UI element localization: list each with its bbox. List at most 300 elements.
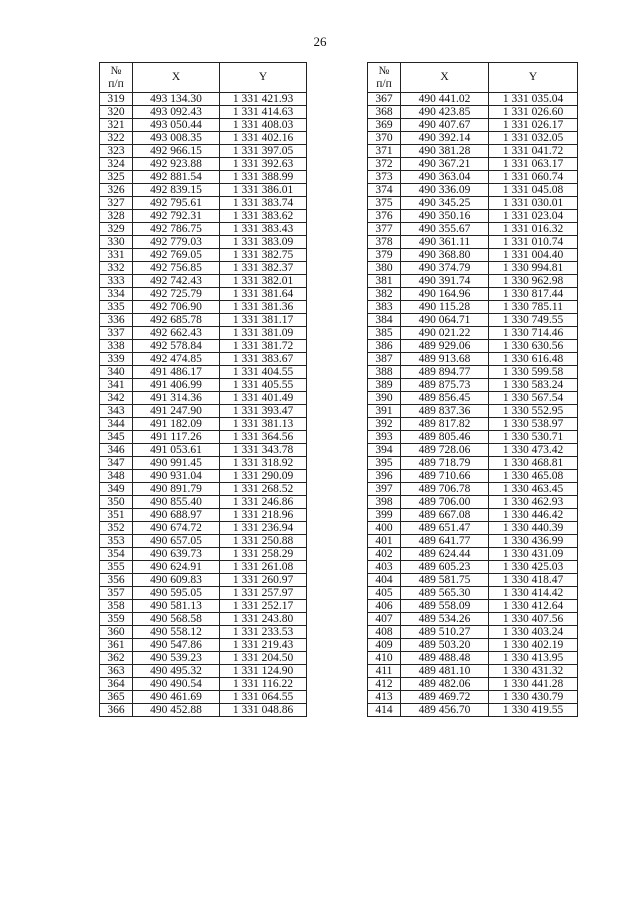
point-number-cell: 358 (100, 600, 133, 613)
point-number-cell: 356 (100, 574, 133, 587)
y-coordinate-cell: 1 331 381.17 (220, 314, 307, 327)
coordinates-table-left (99, 62, 307, 717)
point-number-cell: 388 (368, 366, 401, 379)
point-number-cell: 396 (368, 470, 401, 483)
y-coordinate-cell: 1 330 413.95 (489, 652, 578, 665)
table-row (100, 275, 307, 288)
y-coordinate-cell: 1 331 026.60 (489, 106, 578, 119)
x-coordinate-cell: 493 050.44 (133, 119, 220, 132)
x-coordinate-cell: 493 008.35 (133, 132, 220, 145)
y-coordinate-cell: 1 331 383.74 (220, 197, 307, 210)
y-coordinate-cell: 1 331 383.43 (220, 223, 307, 236)
y-coordinate-cell: 1 331 010.74 (489, 236, 578, 249)
point-number-cell: 412 (368, 678, 401, 691)
point-number-cell: 409 (368, 639, 401, 652)
x-coordinate-cell: 491 182.09 (133, 418, 220, 431)
y-coordinate-cell: 1 330 538.97 (489, 418, 578, 431)
table-row (100, 314, 307, 327)
x-coordinate-cell: 489 482.06 (401, 678, 489, 691)
y-coordinate-cell: 1 331 026.17 (489, 119, 578, 132)
point-number-cell: 390 (368, 392, 401, 405)
y-coordinate-cell: 1 330 414.42 (489, 587, 578, 600)
table-row (100, 509, 307, 522)
y-coordinate-cell: 1 331 204.50 (220, 652, 307, 665)
table-row (368, 704, 578, 717)
y-coordinate-cell: 1 331 405.55 (220, 379, 307, 392)
table-row (368, 197, 578, 210)
x-coordinate-cell: 489 667.08 (401, 509, 489, 522)
y-coordinate-cell: 1 331 290.09 (220, 470, 307, 483)
y-coordinate-cell: 1 331 421.93 (220, 93, 307, 106)
point-number-cell: 378 (368, 236, 401, 249)
x-coordinate-cell: 492 966.15 (133, 145, 220, 158)
point-number-cell: 397 (368, 483, 401, 496)
header-y: Y (489, 63, 578, 93)
point-number-cell: 408 (368, 626, 401, 639)
point-number-cell: 324 (100, 158, 133, 171)
point-number-cell: 332 (100, 262, 133, 275)
y-coordinate-cell: 1 331 402.16 (220, 132, 307, 145)
x-coordinate-cell: 489 651.47 (401, 522, 489, 535)
y-coordinate-cell: 1 330 749.55 (489, 314, 578, 327)
table-row (368, 210, 578, 223)
header-number-label: № п/п (108, 64, 124, 90)
x-coordinate-cell: 490 441.02 (401, 93, 489, 106)
table-row (100, 327, 307, 340)
table-row (368, 691, 578, 704)
table-row (100, 652, 307, 665)
y-coordinate-cell: 1 331 404.55 (220, 366, 307, 379)
x-coordinate-cell: 490 547.86 (133, 639, 220, 652)
point-number-cell: 403 (368, 561, 401, 574)
x-coordinate-cell: 489 913.68 (401, 353, 489, 366)
point-number-cell: 350 (100, 496, 133, 509)
x-coordinate-cell: 491 486.17 (133, 366, 220, 379)
y-coordinate-cell: 1 331 257.97 (220, 587, 307, 600)
y-coordinate-cell: 1 330 431.32 (489, 665, 578, 678)
x-coordinate-cell: 492 769.05 (133, 249, 220, 262)
point-number-cell: 410 (368, 652, 401, 665)
x-coordinate-cell: 491 314.36 (133, 392, 220, 405)
y-coordinate-cell: 1 331 401.49 (220, 392, 307, 405)
x-coordinate-cell: 490 674.72 (133, 522, 220, 535)
x-coordinate-cell: 489 875.73 (401, 379, 489, 392)
table-row (100, 691, 307, 704)
y-coordinate-cell: 1 330 430.79 (489, 691, 578, 704)
x-coordinate-cell: 491 053.61 (133, 444, 220, 457)
y-coordinate-cell: 1 330 462.93 (489, 496, 578, 509)
x-coordinate-cell: 489 503.20 (401, 639, 489, 652)
y-coordinate-cell: 1 331 386.01 (220, 184, 307, 197)
x-coordinate-cell: 492 786.75 (133, 223, 220, 236)
y-coordinate-cell: 1 330 407.56 (489, 613, 578, 626)
point-number-cell: 404 (368, 574, 401, 587)
x-coordinate-cell: 492 881.54 (133, 171, 220, 184)
table-row (100, 548, 307, 561)
point-number-cell: 338 (100, 340, 133, 353)
y-coordinate-cell: 1 330 440.39 (489, 522, 578, 535)
y-coordinate-cell: 1 331 218.96 (220, 509, 307, 522)
point-number-cell: 352 (100, 522, 133, 535)
point-number-cell: 326 (100, 184, 133, 197)
point-number-cell: 366 (100, 704, 133, 717)
table-row (368, 158, 578, 171)
point-number-cell: 364 (100, 678, 133, 691)
point-number-cell: 400 (368, 522, 401, 535)
table-row (368, 288, 578, 301)
x-coordinate-cell: 490 391.74 (401, 275, 489, 288)
table-row (100, 223, 307, 236)
point-number-cell: 329 (100, 223, 133, 236)
x-coordinate-cell: 489 805.46 (401, 431, 489, 444)
table-row (100, 132, 307, 145)
x-coordinate-cell: 492 779.03 (133, 236, 220, 249)
table-row (368, 548, 578, 561)
table-row (368, 431, 578, 444)
y-coordinate-cell: 1 330 817.44 (489, 288, 578, 301)
point-number-cell: 353 (100, 535, 133, 548)
point-number-cell: 375 (368, 197, 401, 210)
table-row (100, 288, 307, 301)
y-coordinate-cell: 1 331 383.67 (220, 353, 307, 366)
y-coordinate-cell: 1 330 441.28 (489, 678, 578, 691)
table-row (100, 535, 307, 548)
x-coordinate-cell: 490 452.88 (133, 704, 220, 717)
y-coordinate-cell: 1 330 785.11 (489, 301, 578, 314)
table-row (368, 275, 578, 288)
point-number-cell: 330 (100, 236, 133, 249)
point-number-cell: 402 (368, 548, 401, 561)
point-number-cell: 382 (368, 288, 401, 301)
y-coordinate-cell: 1 331 233.53 (220, 626, 307, 639)
x-coordinate-cell: 490 423.85 (401, 106, 489, 119)
table-row (368, 613, 578, 626)
x-coordinate-cell: 490 361.11 (401, 236, 489, 249)
point-number-cell: 374 (368, 184, 401, 197)
point-number-cell: 349 (100, 483, 133, 496)
x-coordinate-cell: 490 355.67 (401, 223, 489, 236)
y-coordinate-cell: 1 331 382.37 (220, 262, 307, 275)
y-coordinate-cell: 1 331 035.04 (489, 93, 578, 106)
y-coordinate-cell: 1 331 381.64 (220, 288, 307, 301)
x-coordinate-cell: 491 247.90 (133, 405, 220, 418)
y-coordinate-cell: 1 331 381.36 (220, 301, 307, 314)
table-row (368, 535, 578, 548)
table-row (100, 431, 307, 444)
point-number-cell: 341 (100, 379, 133, 392)
table-row (368, 106, 578, 119)
table-row (100, 613, 307, 626)
y-coordinate-cell: 1 331 124.90 (220, 665, 307, 678)
y-coordinate-cell: 1 330 583.24 (489, 379, 578, 392)
table-row (100, 496, 307, 509)
x-coordinate-cell: 489 728.06 (401, 444, 489, 457)
table-row (368, 509, 578, 522)
x-coordinate-cell: 492 795.61 (133, 197, 220, 210)
y-coordinate-cell: 1 330 530.71 (489, 431, 578, 444)
y-coordinate-cell: 1 330 994.81 (489, 262, 578, 275)
y-coordinate-cell: 1 330 630.56 (489, 340, 578, 353)
y-coordinate-cell: 1 330 465.08 (489, 470, 578, 483)
point-number-cell: 327 (100, 197, 133, 210)
table-row (100, 639, 307, 652)
table-row (368, 574, 578, 587)
point-number-cell: 323 (100, 145, 133, 158)
table-header-row (100, 63, 307, 93)
x-coordinate-cell: 492 742.43 (133, 275, 220, 288)
table-row (100, 158, 307, 171)
table-row (368, 522, 578, 535)
table-row (368, 587, 578, 600)
header-x: X (401, 63, 489, 93)
table-row (100, 522, 307, 535)
y-coordinate-cell: 1 331 383.09 (220, 236, 307, 249)
y-coordinate-cell: 1 331 393.47 (220, 405, 307, 418)
x-coordinate-cell: 490 115.28 (401, 301, 489, 314)
table-row (100, 249, 307, 262)
point-number-cell: 413 (368, 691, 401, 704)
y-coordinate-cell: 1 331 219.43 (220, 639, 307, 652)
table-header-row (368, 63, 578, 93)
point-number-cell: 336 (100, 314, 133, 327)
x-coordinate-cell: 490 991.45 (133, 457, 220, 470)
x-coordinate-cell: 490 568.58 (133, 613, 220, 626)
y-coordinate-cell: 1 331 004.40 (489, 249, 578, 262)
x-coordinate-cell: 490 363.04 (401, 171, 489, 184)
y-coordinate-cell: 1 331 064.55 (220, 691, 307, 704)
y-coordinate-cell: 1 330 418.47 (489, 574, 578, 587)
x-coordinate-cell: 490 374.79 (401, 262, 489, 275)
x-coordinate-cell: 493 134.30 (133, 93, 220, 106)
point-number-cell: 333 (100, 275, 133, 288)
point-number-cell: 342 (100, 392, 133, 405)
table-row (368, 444, 578, 457)
point-number-cell: 401 (368, 535, 401, 548)
x-coordinate-cell: 490 368.80 (401, 249, 489, 262)
table-row (100, 587, 307, 600)
y-coordinate-cell: 1 331 392.63 (220, 158, 307, 171)
table-row (100, 236, 307, 249)
point-number-cell: 373 (368, 171, 401, 184)
x-coordinate-cell: 489 624.44 (401, 548, 489, 561)
x-coordinate-cell: 489 837.36 (401, 405, 489, 418)
point-number-cell: 389 (368, 379, 401, 392)
point-number-cell: 386 (368, 340, 401, 353)
x-coordinate-cell: 490 688.97 (133, 509, 220, 522)
x-coordinate-cell: 490 461.69 (133, 691, 220, 704)
x-coordinate-cell: 489 817.82 (401, 418, 489, 431)
x-coordinate-cell: 490 021.22 (401, 327, 489, 340)
x-coordinate-cell: 491 117.26 (133, 431, 220, 444)
y-coordinate-cell: 1 331 045.08 (489, 184, 578, 197)
point-number-cell: 372 (368, 158, 401, 171)
y-coordinate-cell: 1 331 048.86 (220, 704, 307, 717)
y-coordinate-cell: 1 330 714.46 (489, 327, 578, 340)
table-body-right (368, 93, 578, 717)
table-row (368, 600, 578, 613)
y-coordinate-cell: 1 330 599.58 (489, 366, 578, 379)
y-coordinate-cell: 1 330 431.09 (489, 548, 578, 561)
table-row (368, 223, 578, 236)
table-row (368, 184, 578, 197)
table-row (368, 379, 578, 392)
y-coordinate-cell: 1 331 016.32 (489, 223, 578, 236)
table-row (368, 171, 578, 184)
point-number-cell: 339 (100, 353, 133, 366)
y-coordinate-cell: 1 331 243.80 (220, 613, 307, 626)
y-coordinate-cell: 1 331 252.17 (220, 600, 307, 613)
point-number-cell: 361 (100, 639, 133, 652)
header-number (368, 63, 401, 93)
point-number-cell: 365 (100, 691, 133, 704)
header-y: Y (220, 63, 307, 93)
y-coordinate-cell: 1 331 364.56 (220, 431, 307, 444)
point-number-cell: 384 (368, 314, 401, 327)
table-row (100, 145, 307, 158)
table-row (368, 366, 578, 379)
x-coordinate-cell: 489 641.77 (401, 535, 489, 548)
x-coordinate-cell: 492 839.15 (133, 184, 220, 197)
y-coordinate-cell: 1 331 260.97 (220, 574, 307, 587)
table-row (368, 561, 578, 574)
x-coordinate-cell: 492 578.84 (133, 340, 220, 353)
x-coordinate-cell: 489 718.79 (401, 457, 489, 470)
point-number-cell: 393 (368, 431, 401, 444)
x-coordinate-cell: 489 581.75 (401, 574, 489, 587)
y-coordinate-cell: 1 331 318.92 (220, 457, 307, 470)
table-row (368, 405, 578, 418)
point-number-cell: 328 (100, 210, 133, 223)
table-row (368, 301, 578, 314)
x-coordinate-cell: 490 581.13 (133, 600, 220, 613)
table-row (368, 418, 578, 431)
table-row (100, 392, 307, 405)
point-number-cell: 334 (100, 288, 133, 301)
y-coordinate-cell: 1 330 552.95 (489, 405, 578, 418)
table-row (368, 470, 578, 483)
y-coordinate-cell: 1 331 060.74 (489, 171, 578, 184)
point-number-cell: 346 (100, 444, 133, 457)
y-coordinate-cell: 1 331 381.72 (220, 340, 307, 353)
header-number-label: № п/п (376, 64, 392, 90)
x-coordinate-cell: 490 595.05 (133, 587, 220, 600)
point-number-cell: 320 (100, 106, 133, 119)
table-row (368, 132, 578, 145)
x-coordinate-cell: 492 923.88 (133, 158, 220, 171)
x-coordinate-cell: 489 481.10 (401, 665, 489, 678)
table-row (100, 171, 307, 184)
x-coordinate-cell: 490 490.54 (133, 678, 220, 691)
table-row (368, 639, 578, 652)
y-coordinate-cell: 1 331 246.86 (220, 496, 307, 509)
table-row (368, 353, 578, 366)
point-number-cell: 414 (368, 704, 401, 717)
point-number-cell: 387 (368, 353, 401, 366)
page-number: 26 (313, 34, 327, 49)
table-row (100, 665, 307, 678)
y-coordinate-cell: 1 331 388.99 (220, 171, 307, 184)
y-coordinate-cell: 1 330 446.42 (489, 509, 578, 522)
point-number-cell: 355 (100, 561, 133, 574)
x-coordinate-cell: 492 792.31 (133, 210, 220, 223)
point-number-cell: 385 (368, 327, 401, 340)
table-row (100, 600, 307, 613)
y-coordinate-cell: 1 330 616.48 (489, 353, 578, 366)
table-row (368, 236, 578, 249)
table-row (368, 665, 578, 678)
x-coordinate-cell: 492 725.79 (133, 288, 220, 301)
table-row (100, 405, 307, 418)
y-coordinate-cell: 1 330 412.64 (489, 600, 578, 613)
x-coordinate-cell: 492 474.85 (133, 353, 220, 366)
y-coordinate-cell: 1 330 463.45 (489, 483, 578, 496)
table-row (368, 652, 578, 665)
table-row (368, 626, 578, 639)
point-number-cell: 399 (368, 509, 401, 522)
y-coordinate-cell: 1 331 250.88 (220, 535, 307, 548)
point-number-cell: 347 (100, 457, 133, 470)
y-coordinate-cell: 1 331 261.08 (220, 561, 307, 574)
point-number-cell: 394 (368, 444, 401, 457)
point-number-cell: 340 (100, 366, 133, 379)
y-coordinate-cell: 1 331 382.01 (220, 275, 307, 288)
table-body-left (100, 93, 307, 717)
y-coordinate-cell: 1 331 381.09 (220, 327, 307, 340)
point-number-cell: 344 (100, 418, 133, 431)
y-coordinate-cell: 1 331 030.01 (489, 197, 578, 210)
point-number-cell: 376 (368, 210, 401, 223)
x-coordinate-cell: 490 495.32 (133, 665, 220, 678)
point-number-cell: 371 (368, 145, 401, 158)
x-coordinate-cell: 493 092.43 (133, 106, 220, 119)
table-row (368, 496, 578, 509)
point-number-cell: 395 (368, 457, 401, 470)
x-coordinate-cell: 490 367.21 (401, 158, 489, 171)
x-coordinate-cell: 490 392.14 (401, 132, 489, 145)
x-coordinate-cell: 490 657.05 (133, 535, 220, 548)
point-number-cell: 348 (100, 470, 133, 483)
y-coordinate-cell: 1 330 402.19 (489, 639, 578, 652)
table-row (100, 574, 307, 587)
x-coordinate-cell: 490 345.25 (401, 197, 489, 210)
x-coordinate-cell: 489 706.00 (401, 496, 489, 509)
table-row (100, 678, 307, 691)
point-number-cell: 411 (368, 665, 401, 678)
y-coordinate-cell: 1 331 023.04 (489, 210, 578, 223)
x-coordinate-cell: 489 710.66 (401, 470, 489, 483)
point-number-cell: 377 (368, 223, 401, 236)
table-row (100, 119, 307, 132)
x-coordinate-cell: 490 350.16 (401, 210, 489, 223)
table-row (100, 93, 307, 106)
y-coordinate-cell: 1 330 468.81 (489, 457, 578, 470)
point-number-cell: 335 (100, 301, 133, 314)
x-coordinate-cell: 490 381.28 (401, 145, 489, 158)
point-number-cell: 362 (100, 652, 133, 665)
header-number (100, 63, 133, 93)
point-number-cell: 392 (368, 418, 401, 431)
y-coordinate-cell: 1 331 397.05 (220, 145, 307, 158)
point-number-cell: 337 (100, 327, 133, 340)
x-coordinate-cell: 489 929.06 (401, 340, 489, 353)
point-number-cell: 354 (100, 548, 133, 561)
x-coordinate-cell: 489 605.23 (401, 561, 489, 574)
table-row (368, 262, 578, 275)
point-number-cell: 398 (368, 496, 401, 509)
table-row (100, 444, 307, 457)
table-row (100, 704, 307, 717)
table-row (100, 418, 307, 431)
